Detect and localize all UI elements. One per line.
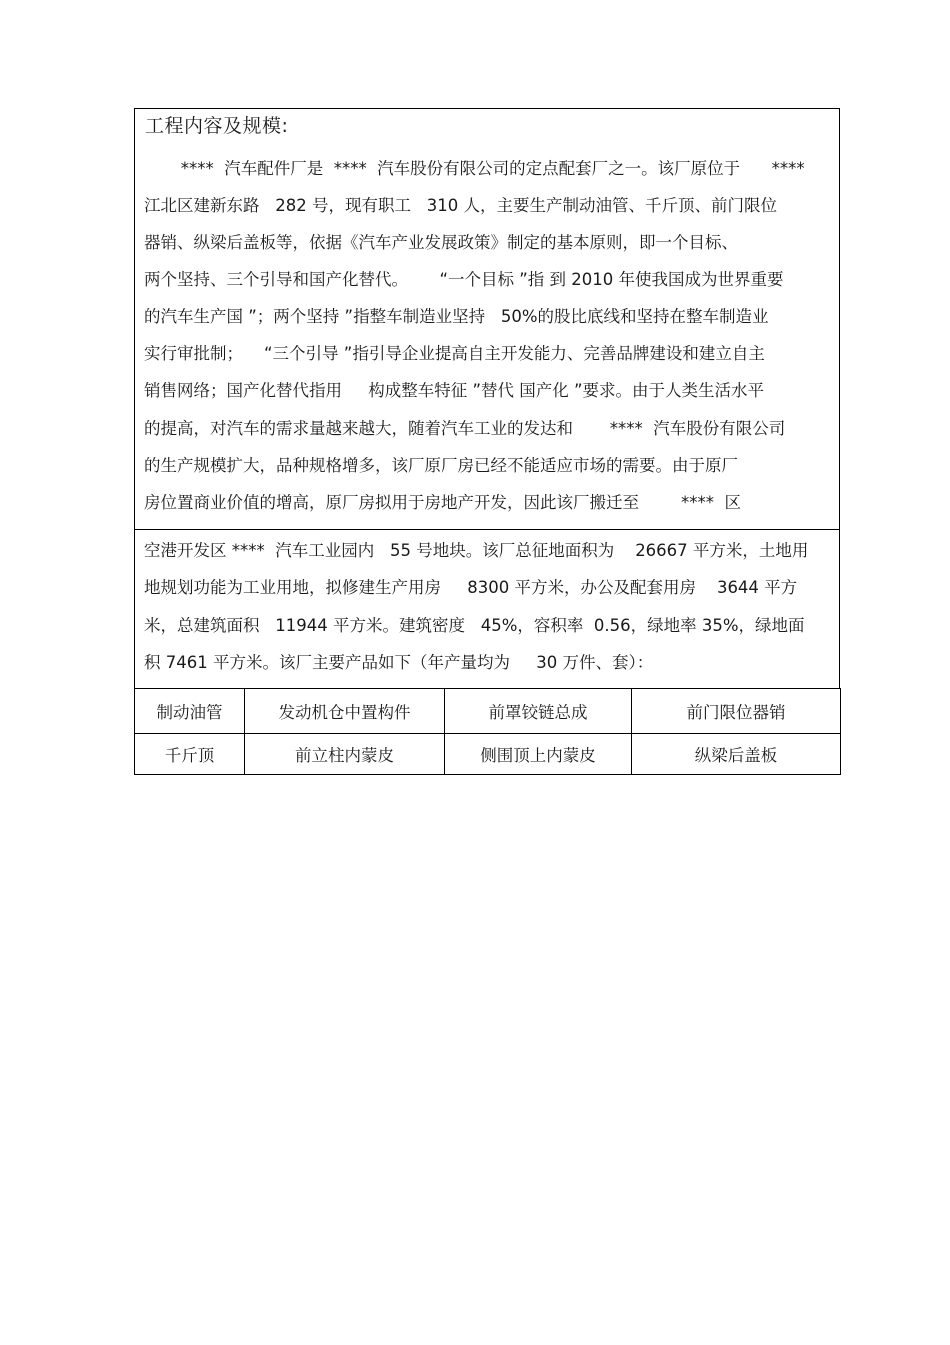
table-cell: 制动油管 bbox=[135, 689, 245, 734]
table-cell: 侧围顶上内蒙皮 bbox=[445, 734, 632, 775]
table-cell: 前罩铰链总成 bbox=[445, 689, 632, 734]
project-content-box bbox=[134, 108, 840, 530]
paragraph-line: 空港开发区 **** 汽车工业园内 55 号地块。该厂总征地面积为 26667 平方米，土地用 bbox=[144, 541, 809, 560]
products-table bbox=[134, 688, 841, 775]
paragraph-line: 的汽车生产国 ”；两个坚持 ”指整车制造业坚持 50%的股比底线和坚持在整车制造业 bbox=[144, 307, 769, 326]
table-row bbox=[135, 734, 841, 775]
paragraph-line: 器销、纵梁后盖板等，依据《汽车产业发展政策》制定的基本原则，即一个目标、 bbox=[144, 233, 738, 252]
table-cell: 前立柱内蒙皮 bbox=[245, 734, 445, 775]
paragraph-line: 的生产规模扩大，品种规格增多，该厂原厂房已经不能适应市场的需要。由于原厂 bbox=[144, 456, 738, 475]
table-cell: 发动机仓中置构件 bbox=[245, 689, 445, 734]
paragraph-line: 销售网络；国产化替代指用 构成整车特征 ”替代 国产化 ”要求。由于人类生活水平 bbox=[144, 381, 765, 400]
table-row bbox=[135, 689, 841, 734]
paragraph-line: 米，总建筑面积 11944 平方米。建筑密度 45%，容积率 0.56，绿地率 35%，绿地面 bbox=[144, 616, 805, 635]
project-content-continuation-box bbox=[134, 529, 840, 689]
paragraph-line: 江北区建新东路 282 号，现有职工 310 人，主要生产制动油管、千斤顶、前门限位 bbox=[144, 196, 777, 215]
table-cell: 千斤顶 bbox=[135, 734, 245, 775]
paragraph-line: 的提高，对汽车的需求量越来越大，随着汽车工业的发达和 **** 汽车股份有限公司 bbox=[144, 419, 786, 438]
table-cell: 前门限位器销 bbox=[632, 689, 841, 734]
paragraph-line: 实行审批制； “三个引导 ”指引导企业提高自主开发能力、完善品牌建设和建立自主 bbox=[144, 344, 765, 363]
table-cell: 纵梁后盖板 bbox=[632, 734, 841, 775]
paragraph-line: 两个坚持、三个引导和国产化替代。 “一个目标 ”指 到 2010 年使我国成为世界重要 bbox=[144, 270, 784, 289]
section-title: 工程内容及规模: bbox=[145, 115, 289, 137]
paragraph-line: 积 7461 平方米。该厂主要产品如下（年产量均为 30 万件、套）： bbox=[144, 653, 654, 672]
paragraph-line: **** 汽车配件厂是 **** 汽车股份有限公司的定点配套厂之一。该厂原位于 **** bbox=[144, 159, 805, 178]
paragraph-line: 地规划功能为工业用地，拟修建生产用房 8300 平方米，办公及配套用房 3644 平方 bbox=[144, 578, 798, 597]
paragraph-line: 房位置商业价值的增高，原厂房拟用于房地产开发，因此该厂搬迁至 **** 区 bbox=[144, 493, 741, 512]
